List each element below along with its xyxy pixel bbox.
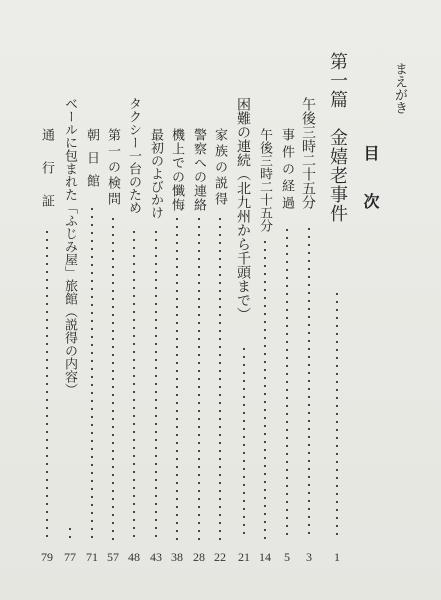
toc-page-number: 14 — [259, 550, 271, 564]
toc-leader-dots — [133, 228, 135, 540]
toc-page-number: 28 — [193, 550, 205, 564]
toc-page-number: 21 — [238, 550, 250, 564]
toc-leader-dots — [46, 228, 48, 540]
toc-entry: 警察への連絡 — [191, 128, 206, 212]
toc-leader-dots — [243, 345, 245, 540]
toc-entry: 通行証 — [39, 128, 54, 227]
toc-leader-dots — [69, 525, 71, 540]
toc-leader-dots — [91, 205, 93, 540]
toc-page-number: 79 — [41, 550, 53, 564]
toc-leader-dots — [219, 215, 221, 540]
toc-leader-dots — [264, 238, 266, 540]
toc-page-number: 43 — [150, 550, 162, 564]
toc-leader-dots — [286, 226, 288, 540]
toc-entry-section-title: 困難の連続（北九州から千頭まで） — [235, 97, 251, 321]
toc-page-number: 71 — [86, 550, 98, 564]
toc-page-number: 77 — [64, 550, 76, 564]
toc-leader-dots — [198, 215, 200, 540]
toc-entry: 午後三時二十五分 — [300, 97, 316, 209]
toc-entry: 事件の経過 — [279, 128, 294, 213]
toc-entry: 機上での懺悔 — [169, 128, 184, 212]
toc-page-number: 38 — [171, 550, 183, 564]
toc-entry: 朝日館 — [84, 128, 99, 197]
toc-entry: ベールに包まれた「ふじみ屋」旅館（説得の内容） — [62, 97, 77, 396]
toc-leader-dots — [155, 228, 157, 540]
toc-leader-dots — [176, 215, 178, 540]
toc-page-number: 3 — [306, 550, 312, 564]
toc-page-number: 5 — [284, 550, 290, 564]
toc-page-number: 1 — [334, 550, 340, 564]
toc-page-number: 22 — [214, 550, 226, 564]
toc-leader-dots — [336, 290, 338, 540]
toc-entry: 第一の検問 — [105, 128, 120, 208]
toc-entry-part1-title: 第一篇 金嬉老事件 — [327, 52, 348, 223]
toc-leader-dots — [112, 215, 114, 540]
toc-entry: 家族の説得 — [212, 128, 227, 208]
toc-entry: 午後三時二十五分 — [257, 128, 272, 232]
toc-leader-dots — [308, 225, 310, 540]
toc-page-number: 57 — [107, 550, 119, 564]
toc-entry: 最初のよびかけ — [148, 128, 163, 219]
toc-page-number: 48 — [128, 550, 140, 564]
toc-heading: 目 次 — [361, 145, 380, 217]
toc-entry: タクシー一台のため — [126, 97, 141, 214]
preface-title: まえがき — [392, 62, 407, 114]
